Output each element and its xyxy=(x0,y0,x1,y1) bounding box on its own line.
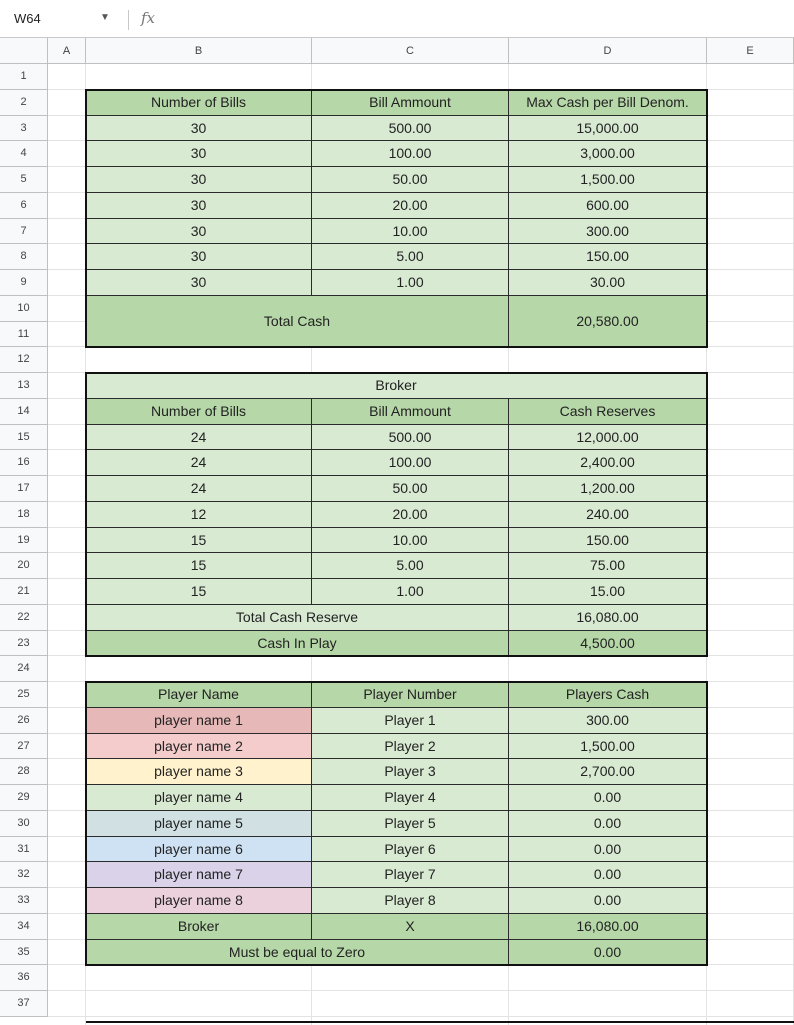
column-header-a[interactable]: A xyxy=(48,38,86,64)
player-name-cell[interactable]: player name 2 xyxy=(86,734,312,760)
player-number-cell[interactable]: Player 3 xyxy=(312,759,509,785)
table1-cell[interactable]: 30 xyxy=(86,141,312,167)
table2-inplay-label[interactable]: Cash In Play xyxy=(86,631,509,657)
table1-cell[interactable]: 600.00 xyxy=(509,193,707,219)
row-header-25[interactable]: 25 xyxy=(0,682,48,708)
row-header-1[interactable]: 1 xyxy=(0,64,48,90)
row-header-14[interactable]: 14 xyxy=(0,399,48,425)
divider xyxy=(128,10,129,30)
player-name-cell[interactable]: player name 7 xyxy=(86,862,312,888)
player-number-cell[interactable]: Player 6 xyxy=(312,837,509,863)
table1-cell[interactable]: 15,000.00 xyxy=(509,116,707,142)
table1-cell[interactable]: 3,000.00 xyxy=(509,141,707,167)
player-name-cell[interactable]: player name 1 xyxy=(86,708,312,734)
table2-cell[interactable]: 50.00 xyxy=(312,476,509,502)
broker-label[interactable]: Broker xyxy=(86,914,312,940)
row-header-2[interactable]: 2 xyxy=(0,90,48,116)
broker-number[interactable]: X xyxy=(312,914,509,940)
row-header-20[interactable]: 20 xyxy=(0,553,48,579)
row-header-8[interactable]: 8 xyxy=(0,244,48,270)
player-cash-cell[interactable]: 2,700.00 xyxy=(509,759,707,785)
player-number-cell[interactable]: Player 8 xyxy=(312,888,509,914)
table1-total-value[interactable]: 20,580.00 xyxy=(509,296,707,348)
zero-check-value[interactable]: 0.00 xyxy=(509,940,707,966)
table1-cell[interactable]: 30 xyxy=(86,244,312,270)
row-header-32[interactable]: 32 xyxy=(0,862,48,888)
row-header-29[interactable]: 29 xyxy=(0,785,48,811)
table1-border xyxy=(85,89,708,349)
table1-header-cell[interactable]: Bill Ammount xyxy=(312,90,509,116)
player-cash-cell[interactable]: 0.00 xyxy=(509,888,707,914)
table1-header-cell[interactable]: Max Cash per Bill Denom. xyxy=(509,90,707,116)
table2-cell[interactable]: 10.00 xyxy=(312,528,509,554)
row-header-9[interactable]: 9 xyxy=(0,270,48,296)
table1-cell[interactable]: 150.00 xyxy=(509,244,707,270)
table2-title[interactable]: Broker xyxy=(86,373,707,399)
table1-cell[interactable]: 10.00 xyxy=(312,219,509,245)
table1-cell[interactable]: 50.00 xyxy=(312,167,509,193)
table1-header-cell[interactable]: Number of Bills xyxy=(86,90,312,116)
table2-cell[interactable]: 1.00 xyxy=(312,579,509,605)
table2-cell[interactable]: 12,000.00 xyxy=(509,425,707,451)
row-header-28[interactable]: 28 xyxy=(0,759,48,785)
player-number-cell[interactable]: Player 4 xyxy=(312,785,509,811)
bottom-border xyxy=(86,1021,794,1023)
gridline xyxy=(48,1016,794,1017)
column-header-d[interactable]: D xyxy=(509,38,707,64)
player-number-cell[interactable]: Player 7 xyxy=(312,862,509,888)
row-header-19[interactable]: 19 xyxy=(0,528,48,554)
table2-cell[interactable]: 75.00 xyxy=(509,553,707,579)
zero-check-label[interactable]: Must be equal to Zero xyxy=(86,940,509,966)
player-number-cell[interactable]: Player 1 xyxy=(312,708,509,734)
table2-cell[interactable]: 15 xyxy=(86,579,312,605)
row-header-37[interactable]: 37 xyxy=(0,991,48,1017)
table2-cell[interactable]: 5.00 xyxy=(312,553,509,579)
table1-cell[interactable]: 30 xyxy=(86,193,312,219)
table3-header-cell[interactable]: Player Name xyxy=(86,682,312,708)
row-header-24[interactable]: 24 xyxy=(0,656,48,682)
table1-cell[interactable]: 20.00 xyxy=(312,193,509,219)
row-header-36[interactable]: 36 xyxy=(0,965,48,991)
row-header-18[interactable]: 18 xyxy=(0,502,48,528)
table2-cell[interactable]: 15 xyxy=(86,528,312,554)
select-all-corner[interactable] xyxy=(0,38,48,64)
row-header-11[interactable]: 11 xyxy=(0,322,48,348)
row-header-23[interactable]: 23 xyxy=(0,631,48,657)
table2-reserve-label[interactable]: Total Cash Reserve xyxy=(86,605,509,631)
table1-cell[interactable]: 1.00 xyxy=(312,270,509,296)
row-header-4[interactable]: 4 xyxy=(0,141,48,167)
row-header-22[interactable]: 22 xyxy=(0,605,48,631)
table2-header-cell[interactable]: Cash Reserves xyxy=(509,399,707,425)
table2-cell[interactable]: 240.00 xyxy=(509,502,707,528)
table2-cell[interactable]: 20.00 xyxy=(312,502,509,528)
table2-cell[interactable]: 24 xyxy=(86,450,312,476)
chevron-down-icon[interactable]: ▼ xyxy=(100,12,110,23)
row-header-5[interactable]: 5 xyxy=(0,167,48,193)
table2-cell[interactable]: 500.00 xyxy=(312,425,509,451)
table2-cell[interactable]: 24 xyxy=(86,425,312,451)
row-header-31[interactable]: 31 xyxy=(0,837,48,863)
table2-cell[interactable]: 15.00 xyxy=(509,579,707,605)
table3-header-cell[interactable]: Player Number xyxy=(312,682,509,708)
table1-cell[interactable]: 500.00 xyxy=(312,116,509,142)
table2-cell[interactable]: 2,400.00 xyxy=(509,450,707,476)
table2-reserve-value[interactable]: 16,080.00 xyxy=(509,605,707,631)
table2-cell[interactable]: 1,200.00 xyxy=(509,476,707,502)
column-header-b[interactable]: B xyxy=(86,38,312,64)
row-header-6[interactable]: 6 xyxy=(0,193,48,219)
column-header-e[interactable]: E xyxy=(707,38,794,64)
player-name-cell[interactable]: player name 8 xyxy=(86,888,312,914)
player-name-cell[interactable]: player name 3 xyxy=(86,759,312,785)
formula-input[interactable] xyxy=(165,6,785,32)
table1-cell[interactable]: 30 xyxy=(86,167,312,193)
table2-header-cell[interactable]: Bill Ammount xyxy=(312,399,509,425)
row-header-7[interactable]: 7 xyxy=(0,219,48,245)
row-header-17[interactable]: 17 xyxy=(0,476,48,502)
table1-cell[interactable]: 300.00 xyxy=(509,219,707,245)
row-header-34[interactable]: 34 xyxy=(0,914,48,940)
row-header-16[interactable]: 16 xyxy=(0,450,48,476)
table1-cell[interactable]: 5.00 xyxy=(312,244,509,270)
name-box[interactable]: W64 xyxy=(14,11,41,26)
player-name-cell[interactable]: player name 4 xyxy=(86,785,312,811)
gridline xyxy=(48,990,794,991)
row-header-15[interactable]: 15 xyxy=(0,425,48,451)
row-header-26[interactable]: 26 xyxy=(0,708,48,734)
table2-inplay-value[interactable]: 4,500.00 xyxy=(509,631,707,657)
row-header-13[interactable]: 13 xyxy=(0,373,48,399)
row-header-10[interactable]: 10 xyxy=(0,296,48,322)
row-header-21[interactable]: 21 xyxy=(0,579,48,605)
table2-cell[interactable]: 150.00 xyxy=(509,528,707,554)
table1-cell[interactable]: 1,500.00 xyxy=(509,167,707,193)
table2-cell[interactable]: 12 xyxy=(86,502,312,528)
player-cash-cell[interactable]: 0.00 xyxy=(509,811,707,837)
player-number-cell[interactable]: Player 2 xyxy=(312,734,509,760)
player-cash-cell[interactable]: 300.00 xyxy=(509,708,707,734)
player-name-cell[interactable]: player name 5 xyxy=(86,811,312,837)
table1-cell[interactable]: 30 xyxy=(86,270,312,296)
player-name-cell[interactable]: player name 6 xyxy=(86,837,312,863)
row-header-35[interactable]: 35 xyxy=(0,940,48,966)
table3-header-cell[interactable]: Players Cash xyxy=(509,682,707,708)
column-header-c[interactable]: C xyxy=(312,38,509,64)
table2-header-cell[interactable]: Number of Bills xyxy=(86,399,312,425)
player-cash-cell[interactable]: 0.00 xyxy=(509,785,707,811)
broker-cash[interactable]: 16,080.00 xyxy=(509,914,707,940)
table3-border xyxy=(85,681,708,966)
table2-cell[interactable]: 100.00 xyxy=(312,450,509,476)
table2-cell[interactable]: 24 xyxy=(86,476,312,502)
table1-total-label[interactable]: Total Cash xyxy=(86,296,509,348)
row-header-33[interactable]: 33 xyxy=(0,888,48,914)
player-cash-cell[interactable]: 1,500.00 xyxy=(509,734,707,760)
table1-cell[interactable]: 30 xyxy=(86,116,312,142)
player-number-cell[interactable]: Player 5 xyxy=(312,811,509,837)
player-cash-cell[interactable]: 0.00 xyxy=(509,862,707,888)
table1-cell[interactable]: 100.00 xyxy=(312,141,509,167)
row-header-12[interactable]: 12 xyxy=(0,347,48,373)
fx-icon: fx xyxy=(141,9,156,27)
row-header-27[interactable]: 27 xyxy=(0,734,48,760)
table1-cell[interactable]: 30.00 xyxy=(509,270,707,296)
table2-cell[interactable]: 15 xyxy=(86,553,312,579)
player-cash-cell[interactable]: 0.00 xyxy=(509,837,707,863)
table2-border xyxy=(85,372,708,657)
row-header-3[interactable]: 3 xyxy=(0,116,48,142)
table1-cell[interactable]: 30 xyxy=(86,219,312,245)
row-header-30[interactable]: 30 xyxy=(0,811,48,837)
